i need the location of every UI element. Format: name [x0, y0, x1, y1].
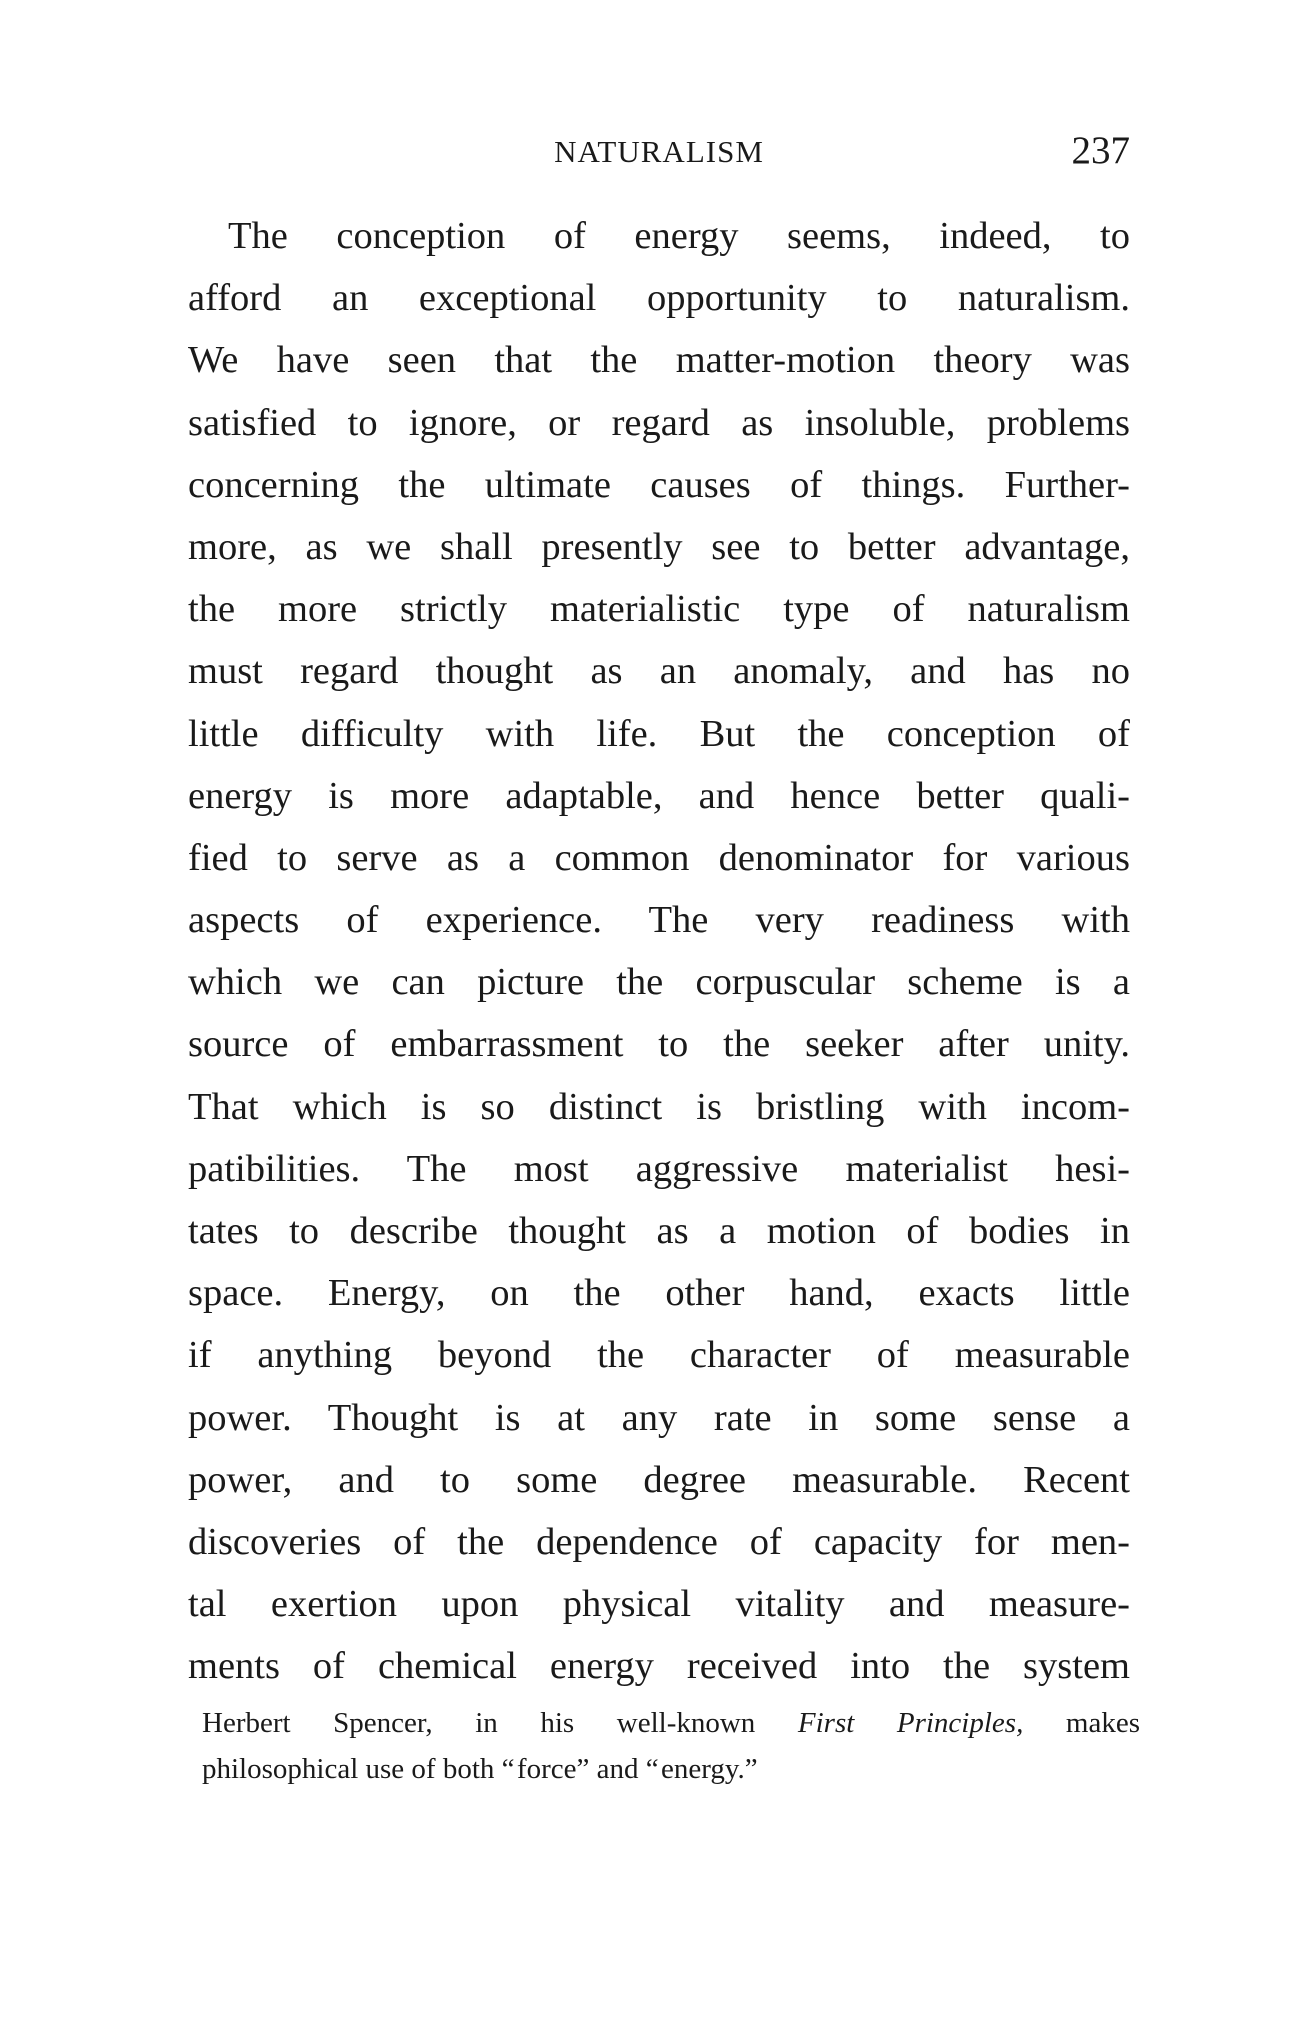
- text-line: little difficulty with life. But the conception of: [188, 712, 1130, 755]
- text-line: We have seen that the matter-motion theory was: [188, 339, 1130, 382]
- text-line: fied to serve as a common denominator for various: [188, 836, 1130, 879]
- text-line: must regard thought as an anomaly, and has no: [188, 650, 1130, 693]
- footnote-text: Herbert Spencer, in his well-known: [202, 1707, 798, 1739]
- book-title: First Principles,: [797, 1707, 1024, 1739]
- text-line: tates to describe thought as a motion of bodies in: [188, 1210, 1130, 1252]
- text-line: more, as we shall presently see to better advantage,: [188, 525, 1130, 568]
- text-line: discoveries of the dependence of capacity for men-: [188, 1520, 1130, 1563]
- text-line: if anything beyond the character of measurable: [188, 1334, 1130, 1377]
- text-line: aspects of experience. The very readiness with: [188, 899, 1130, 942]
- text-line: which we can picture the corpuscular scheme is a: [188, 961, 1130, 1004]
- running-title: NATURALISM: [554, 134, 764, 169]
- text-line: ments of chemical energy received into the system: [188, 1645, 1130, 1688]
- text-line: source of embarrassment to the seeker after unity.: [188, 1023, 1130, 1066]
- footnote-line: philosophical use of both “ force” and “ energy.”: [202, 1753, 758, 1785]
- footnote: [202, 1700, 1140, 1792]
- text-line: That which is so distinct is bristling with incom-: [188, 1085, 1130, 1128]
- text-line: concerning the ultimate causes of things. Further-: [188, 463, 1130, 506]
- text-line: space. Energy, on the other hand, exacts little: [188, 1272, 1130, 1315]
- running-head: [188, 128, 1130, 178]
- text-line: the more strictly materialistic type of naturalism: [188, 588, 1130, 631]
- text-line: power. Thought is at any rate in some sense a: [188, 1396, 1130, 1439]
- text-line: satisfied to ignore, or regard as insoluble, problems: [188, 401, 1130, 444]
- body-paragraph: [188, 205, 1130, 1698]
- footnote-text: makes: [1023, 1707, 1140, 1739]
- text-line: patibilities. The most aggressive materialist hesi-: [188, 1147, 1130, 1190]
- page-number: 237: [1071, 129, 1130, 172]
- text-line: afford an exceptional opportunity to naturalism.: [188, 277, 1130, 320]
- footnote-line: [202, 1700, 1140, 1746]
- text-line: energy is more adaptable, and hence better quali-: [188, 774, 1130, 817]
- text-line: tal exertion upon physical vitality and measure-: [188, 1583, 1130, 1626]
- text-line: The conception of energy seems, indeed, to: [228, 215, 1130, 257]
- text-line: power, and to some degree measurable. Recent: [188, 1458, 1130, 1501]
